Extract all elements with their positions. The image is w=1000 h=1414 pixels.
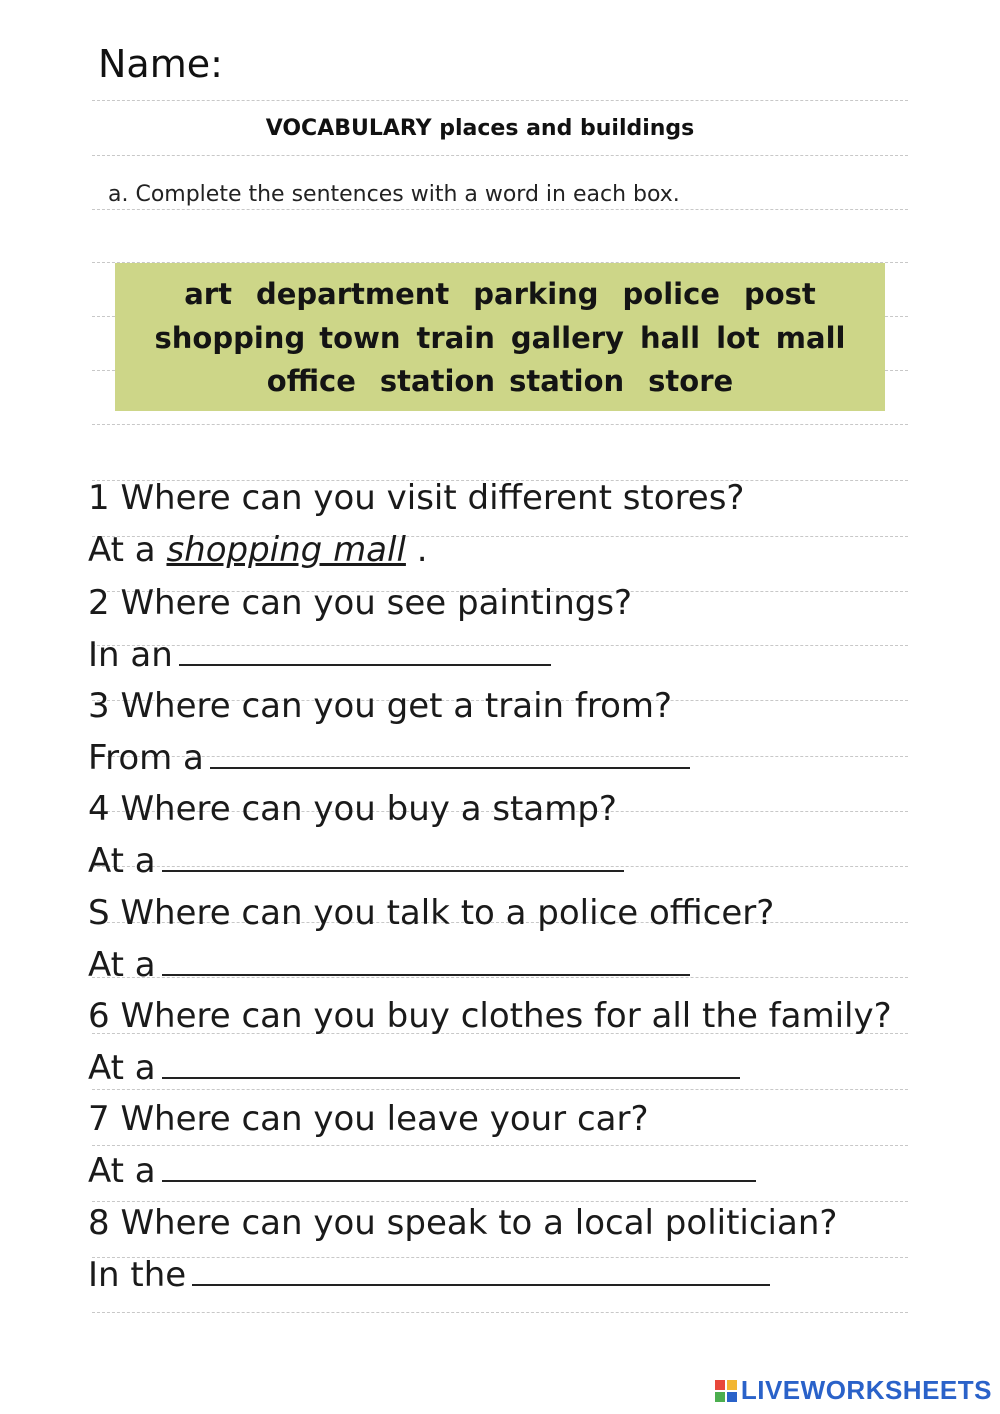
answer-blank[interactable] [210, 741, 690, 769]
word-bank-item: police [622, 277, 720, 311]
answer-blank[interactable] [162, 844, 624, 872]
ruled-line [92, 1145, 908, 1146]
question-text: 8 Where can you speak to a local politician? [88, 1203, 838, 1243]
answer-blank[interactable] [162, 1154, 756, 1182]
word-bank-item: office [266, 364, 356, 398]
question-text: S Where can you talk to a police officer? [88, 893, 775, 933]
word-bank-item: department [255, 277, 450, 311]
liveworksheets-watermark[interactable] [715, 1375, 992, 1406]
question-text: 1 Where can you visit different stores? [88, 478, 745, 518]
ruled-line [92, 1201, 908, 1202]
word-bank-box [115, 263, 885, 411]
word-bank-item: station station [379, 364, 625, 398]
word-bank-item: train [416, 321, 495, 355]
word-bank-row [115, 321, 885, 355]
instruction-text: a. Complete the sentences with a word in each box. [108, 182, 680, 207]
answer-prefix: At a [88, 1151, 156, 1191]
word-bank-item: art [184, 277, 232, 311]
question-text: 3 Where can you get a train from? [88, 686, 673, 726]
watermark-text: LIVEWORKSHEETS [740, 1375, 992, 1405]
answer-line [88, 1048, 740, 1088]
answer-blank[interactable] [162, 1051, 740, 1079]
word-bank-item: gallery [510, 321, 624, 355]
question-text: 2 Where can you see paintings? [88, 583, 633, 623]
question-text: 7 Where can you leave your car? [88, 1099, 649, 1139]
ruled-line [92, 100, 908, 101]
question-text: 4 Where can you buy a stamp? [88, 789, 617, 829]
word-bank-row [115, 277, 885, 311]
liveworksheets-logo-icon [715, 1380, 737, 1402]
answer-blank[interactable] [192, 1258, 770, 1286]
answer-prefix: At a [88, 841, 156, 881]
answer-prefix: At a [88, 1048, 156, 1088]
answer-line [88, 1151, 756, 1191]
answer-line [88, 945, 690, 985]
answer-line [88, 738, 690, 778]
word-bank-item: parking [473, 277, 599, 311]
word-bank-row [115, 364, 885, 398]
word-bank-item: mall [775, 321, 846, 355]
word-bank-item: store [648, 364, 734, 398]
name-label: Name: [98, 42, 223, 86]
answer-line [88, 1255, 770, 1295]
worksheet-title: VOCABULARY places and buildings [265, 116, 695, 141]
question-text: 6 Where can you buy clothes for all the family? [88, 996, 892, 1036]
ruled-line [92, 1312, 908, 1313]
ruled-line [92, 155, 908, 156]
word-bank-item: shopping town [154, 321, 401, 355]
answer-prefix: In the [88, 1255, 187, 1295]
ruled-line [92, 209, 908, 210]
answer-prefix: In an [88, 635, 173, 675]
word-bank-item: lot [716, 321, 760, 355]
example-answer: shopping mall [166, 530, 406, 570]
answer-prefix: At a [88, 530, 156, 570]
answer-line [88, 530, 428, 570]
answer-prefix: From a [88, 738, 204, 778]
ruled-line [92, 424, 908, 425]
answer-line [88, 635, 551, 675]
ruled-line [92, 1089, 908, 1090]
answer-prefix: At a [88, 945, 156, 985]
word-bank-item: post [743, 277, 816, 311]
answer-blank[interactable] [162, 948, 690, 976]
answer-suffix: . [416, 530, 428, 570]
answer-blank[interactable] [179, 638, 551, 666]
word-bank-item: hall [639, 321, 701, 355]
answer-line [88, 841, 624, 881]
